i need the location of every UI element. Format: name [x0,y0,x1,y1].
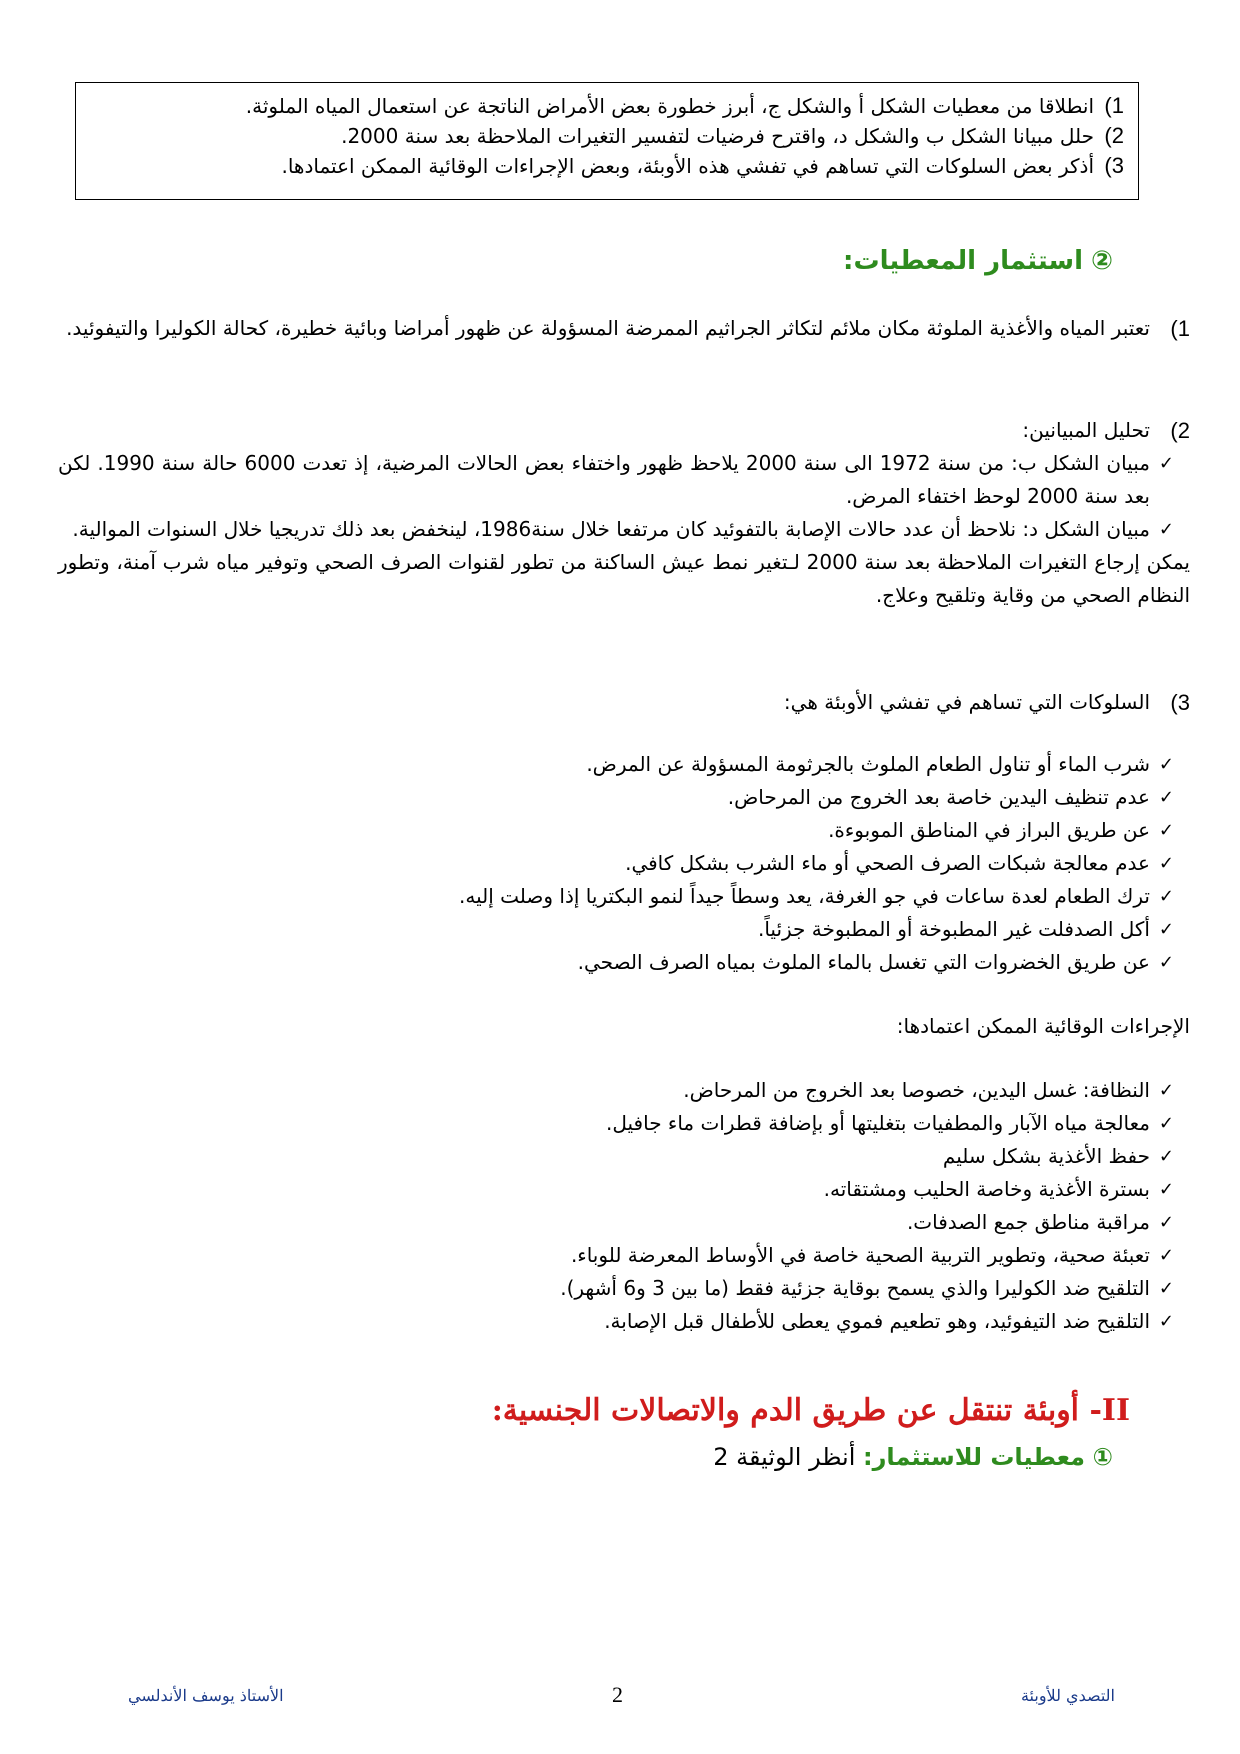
check-icon: ✓ [1158,1278,1174,1299]
list-item-text: التلقيح ضد الكوليرا والذي يسمح بوقاية جزئية فقط (ما بين 3 و6 أشهر). [560,1276,1150,1300]
footer-author: الأستاذ يوسف الأندلسي [128,1686,284,1705]
list-item-text: عن طريق الخضروات التي تغسل بالماء الملوث بمياه الصرف الصحي. [577,950,1150,974]
check-icon: ✓ [1158,952,1174,973]
list-item-text: عن طريق البراز في المناطق الموبوءة. [828,818,1150,842]
prevention-title-block [58,1010,1190,1043]
check-icon: ✓ [1158,1179,1174,1200]
list-item [58,1206,1190,1239]
question-item [90,151,1124,181]
answer-number: 1) [1170,316,1190,341]
question-text: انطلاقا من معطيات الشكل أ والشكل ج، أبرز خطورة بعض الأمراض الناتجة عن استعمال المياه الملوثة. [245,94,1094,118]
list-item [58,913,1190,946]
questions-box [75,82,1139,200]
answer-1-text: تعتبر المياه والأغذية الملوثة مكان ملائم لتكاثر الجراثيم الممرضة المسؤولة عن ظهور أمراضا وبائية خطيرة، كحالة الكوليرا والتيفوئيد. [66,316,1150,340]
list-item [58,447,1190,513]
section-marker: ② [1090,246,1113,276]
list-item [58,847,1190,880]
check-icon: ✓ [1158,886,1174,907]
question-text: أذكر بعض السلوكات التي تساهم في تفشي هذه الأوبئة، وبعض الإجراءات الوقائية الممكن اعتمادها. [281,154,1094,178]
answer-3 [58,686,1190,719]
list-item [58,1140,1190,1173]
question-item [90,91,1124,121]
list-item-text: التلقيح ضد التيفوئيد، وهو تطعيم فموي يعطى للأطفال قبل الإصابة. [604,1309,1150,1333]
prevention-list [58,1074,1190,1338]
check-icon: ✓ [1158,787,1174,808]
check-icon: ✓ [1158,853,1174,874]
check-icon: ✓ [1158,919,1174,940]
check-icon: ✓ [1158,519,1174,540]
check-icon: ✓ [1158,1146,1174,1167]
list-item-text: مبيان الشكل د: نلاحظ أن عدد حالات الإصابة بالتفوئيد كان مرتفعا خلال سنة1986، لينخفض بعد ذلك تدريجيا خلال السنوات الموالية. [72,517,1150,541]
answer-2 [58,414,1190,612]
answer-1 [58,312,1190,345]
list-item-text: حفظ الأغذية بشكل سليم [942,1144,1150,1168]
list-item-text: شرب الماء أو تناول الطعام الملوث بالجرثومة المسؤولة عن المرض. [586,752,1150,776]
answer-2-conclusion: يمكن إرجاع التغيرات الملاحظة بعد سنة 2000 لـتغير نمط عيش الساكنة من تطور لقنوات الصرف الصحي وتوفير مياه شرب آمنة، وتطور النظام الصحي من وقاية وتلقيح وعلاج. [58,550,1190,607]
list-item-text: مبيان الشكل ب: من سنة 1972 الى سنة 2000 يلاحظ ظهور واختفاء بعض الحالات المرضية، إذ تعدت 6000 حالة سنة 1990. لكن بعد سنة 2000 لوحظ اختفاء المرض. [58,451,1150,508]
check-icon: ✓ [1158,820,1174,841]
page-number: 2 [612,1682,623,1707]
answer-number: 3) [1170,690,1190,715]
part-2-title: II- أوبئة تنتقل عن طريق الدم والاتصالات الجنسية: [491,1393,1130,1428]
question-item [90,121,1124,151]
question-number: 3) [1104,153,1124,178]
part-2-subtitle [713,1443,1113,1471]
question-text: حلل مبيانا الشكل ب والشكل د، واقترح فرضيات لتفسير التغيرات الملاحظة بعد سنة 2000. [341,124,1094,148]
list-item [58,1173,1190,1206]
sub-label: معطيات للاستثمار: [863,1443,1086,1471]
check-icon: ✓ [1158,1245,1174,1266]
list-item [58,1239,1190,1272]
list-item-text: تعبئة صحية، وتطوير التربية الصحية خاصة في الأوساط المعرضة للوباء. [570,1243,1150,1267]
list-item [58,748,1190,781]
answer-3-title: السلوكات التي تساهم في تفشي الأوبئة هي: [783,690,1150,714]
check-icon: ✓ [1158,1113,1174,1134]
list-item [58,1074,1190,1107]
check-icon: ✓ [1158,1080,1174,1101]
section-heading-text: استثمار المعطيات: [843,246,1083,276]
sub-marker: ① [1092,1443,1113,1471]
list-item [58,1272,1190,1305]
answer-number: 2) [1170,418,1190,443]
list-item-text: مراقبة مناطق جمع الصدفات. [906,1210,1150,1234]
answer-2-title: تحليل المبيانين: [1022,418,1150,442]
list-item-text: ترك الطعام لعدة ساعات في جو الغرفة، يعد وسطاً جيداً لنمو البكتريا إذا وصلت إليه. [459,884,1150,908]
check-icon: ✓ [1158,1212,1174,1233]
list-item-text: معالجة مياه الآبار والمطفيات بتغليتها أو بإضافة قطرات ماء جافيل. [606,1111,1150,1135]
prevention-title: الإجراءات الوقائية الممكن اعتمادها: [896,1014,1190,1038]
list-item [58,1107,1190,1140]
list-item-text: النظافة: غسل اليدين، خصوصا بعد الخروج من المرحاض. [683,1078,1150,1102]
section-heading [843,246,1113,276]
question-number: 1) [1104,93,1124,118]
list-item-text: أكل الصدفلت غير المطبوخة أو المطبوخة جزئياً. [757,917,1150,941]
question-number: 2) [1104,123,1124,148]
check-icon: ✓ [1158,754,1174,775]
footer-course-title: التصدي للأوبئة [1020,1686,1115,1705]
list-item [58,946,1190,979]
list-item [58,880,1190,913]
list-item [58,513,1190,546]
list-item-text: بسترة الأغذية وخاصة الحليب ومشتقاته. [823,1177,1150,1201]
list-item [58,814,1190,847]
check-icon: ✓ [1158,453,1174,474]
list-item [58,1305,1190,1338]
list-item-text: عدم معالجة شبكات الصرف الصحي أو ماء الشرب بشكل كافي. [625,851,1150,875]
list-item-text: عدم تنظيف اليدين خاصة بعد الخروج من المرحاض. [727,785,1150,809]
list-item [58,781,1190,814]
check-icon: ✓ [1158,1311,1174,1332]
sub-text: أنظر الوثيقة 2 [713,1443,856,1471]
behaviors-list [58,748,1190,979]
